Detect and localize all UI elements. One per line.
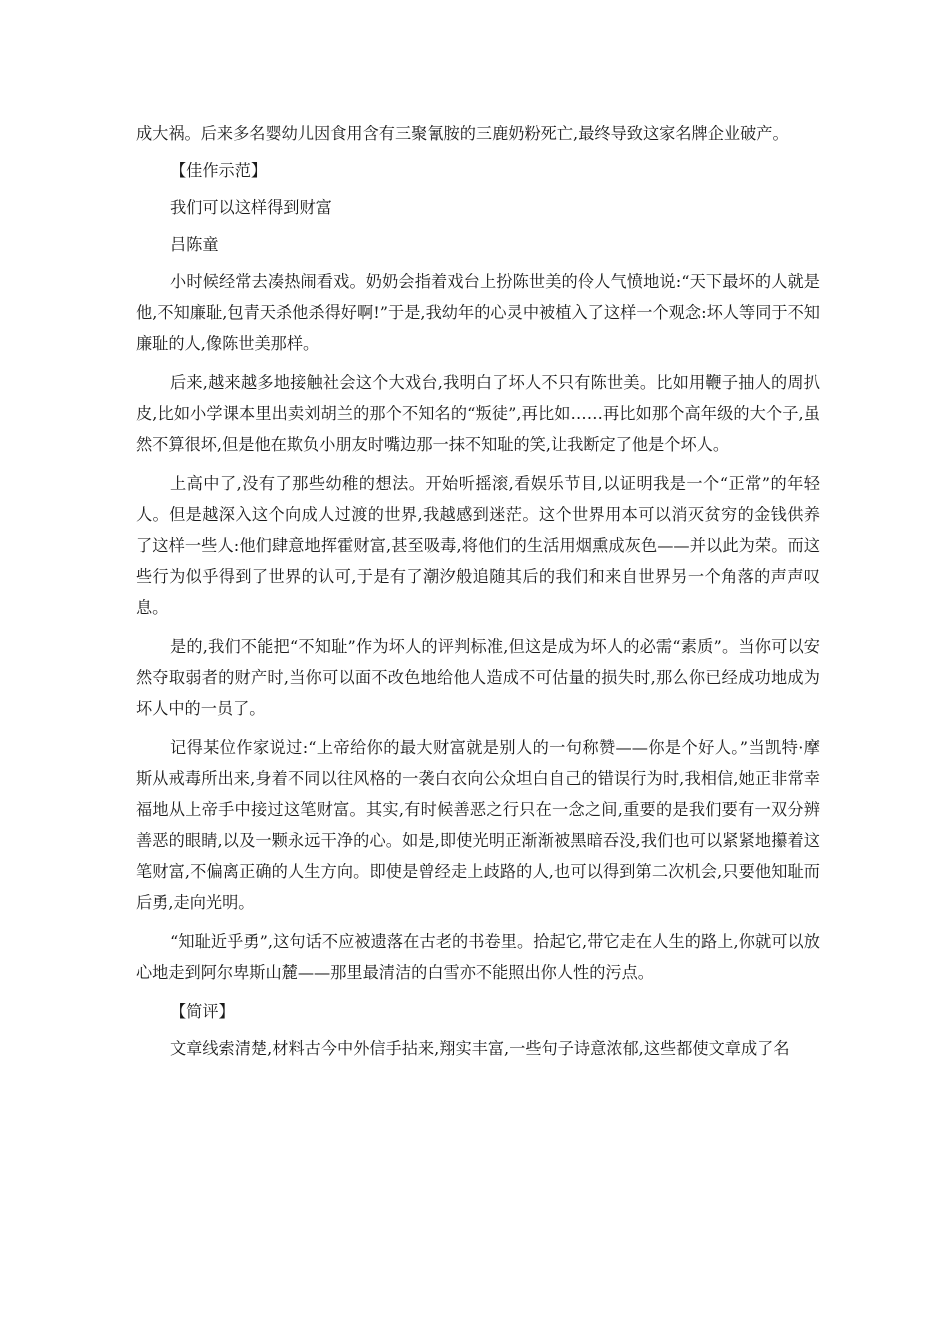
essay-paragraph: 小时候经常去凑热闹看戏。奶奶会指着戏台上扮陈世美的伶人气愤地说:“天下最坏的人就是他,不知廉耻,包青天杀他杀得好啊!”于是,我幼年的心灵中被植入了这样一个观念:坏人等同于不知廉耻的人,像陈世美那样。 [136,272,820,353]
continuation-paragraph: 成大祸。后来多名婴幼儿因食用含有三聚氰胺的三鹿奶粉死亡,最终导致这家名牌企业破产。 [136,124,789,143]
essay-paragraph: 上高中了,没有了那些幼稚的想法。开始听摇滚,看娱乐节目,以证明我是一个“正常”的年轻人。但是越深入这个向成人过渡的世界,我越感到迷茫。这个世界用本可以消灭贫穷的金钱供养了这样一些人:他们肆意地挥霍财富,甚至吸毒,将他们的生活用烟熏成灰色——并以此为荣。而这些行为似乎得到了世界的认可,于是有了潮汐般追随其后的我们和来自世界另一个角落的声声叹息。 [136,474,820,617]
comment-paragraph: 文章线索清楚,材料古今中外信手拈来,翔实丰富,一些句子诗意浓郁,这些都使文章成了名 [170,1039,790,1058]
essay-paragraph: 后来,越来越多地接触社会这个大戏台,我明白了坏人不只有陈世美。比如用鞭子抽人的周扒皮,比如小学课本里出卖刘胡兰的那个不知名的“叛徒”,再比如……再比如那个高年级的大个子,虽然不算很坏,但是他在欺负小朋友时嘴边那一抹不知耻的笑,让我断定了他是个坏人。 [136,373,820,454]
essay-author: 吕陈童 [170,235,219,254]
essay-paragraph: “知耻近乎勇”,这句话不应被遗落在古老的书卷里。拾起它,带它走在人生的路上,你就可以放心地走到阿尔卑斯山麓——那里最清洁的白雪亦不能照出你人性的污点。 [136,932,820,982]
comment-section-heading: 【简评】 [170,1002,235,1021]
essay-paragraph: 记得某位作家说过:“上帝给你的最大财富就是别人的一句称赞——你是个好人。”当凯特·摩斯从戒毒所出来,身着不同以往风格的一袭白衣向公众坦白自己的错误行为时,我相信,她正非常幸福地从上帝手中接过这笔财富。其实,有时候善恶之行只在一念之间,重要的是我们要有一双分辨善恶的眼睛,以及一颗永远干净的心。如是,即使光明正渐渐被黑暗吞没,我们也可以紧紧地攥着这笔财富,不偏离正确的人生方向。即使是曾经走上歧路的人,也可以得到第二次机会,只要他知耻而后勇,走向光明。 [136,738,820,912]
document-page [136,118,820,1064]
essay-title: 我们可以这样得到财富 [170,198,332,217]
example-section-heading: 【佳作示范】 [170,161,268,180]
essay-paragraph: 是的,我们不能把“不知耻”作为坏人的评判标准,但这是成为坏人的必需“素质”。当你可以安然夺取弱者的财产时,当你可以面不改色地给他人造成不可估量的损失时,那么你已经成功地成为坏人中的一员了。 [136,637,820,718]
